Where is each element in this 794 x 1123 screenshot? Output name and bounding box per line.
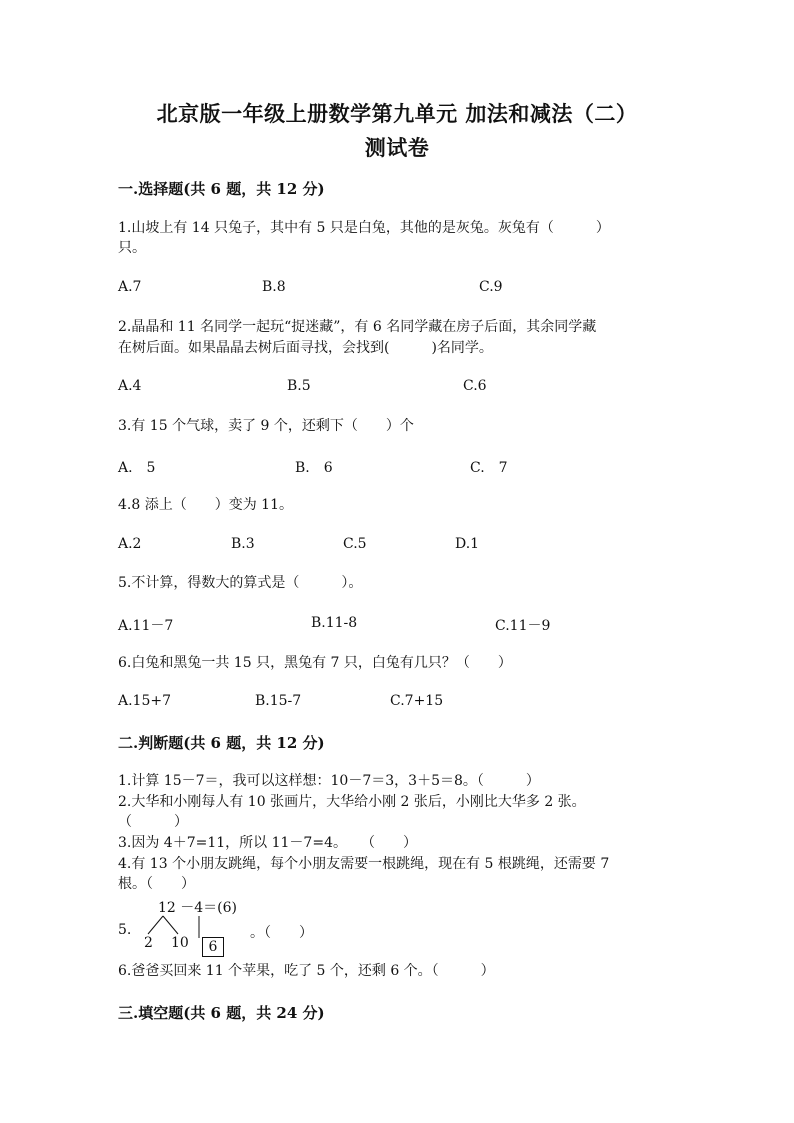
q6-text: 6.白兔和黑兔一共 15 只，黑兔有 7 只，白兔有几只？（ ） (118, 655, 512, 671)
judge-q5-answer-box: 6 (202, 937, 224, 957)
q6-option-c: C.7+15 (390, 693, 444, 709)
q2-option-b: B.5 (287, 378, 311, 394)
q4-option-c: C.5 (343, 536, 367, 552)
q5-text: 5.不计算，得数大的算式是（ ）。 (118, 575, 363, 591)
section-3-heading: 三.填空题(共 6 题，共 24 分) (118, 1004, 325, 1022)
judge-q5-split-left: 2 (144, 935, 153, 951)
q2-text-line2: 在树后面。如果晶晶去树后面寻找，会找到( )名同学。 (118, 340, 493, 356)
q4-option-b: B.3 (231, 536, 255, 552)
judge-q5-split-right: 10 (171, 935, 189, 951)
judge-q3: 3.因为 4＋7=11，所以 11－7=4。 （ ） (118, 835, 417, 851)
q4-option-a: A.2 (118, 536, 142, 552)
judge-q1: 1.计算 15－7＝，我可以这样想：10－7＝3，3＋5＝8。（ ） (118, 773, 540, 789)
section-2-heading: 二.判断题(共 6 题，共 12 分) (118, 734, 325, 752)
page-subtitle: 测试卷 (364, 135, 430, 160)
judge-q4-line1: 4.有 13 个小朋友跳绳，每个小朋友需要一根跳绳，现在有 5 根跳绳，还需要 7 (118, 856, 610, 872)
split-line-left (148, 916, 163, 934)
judge-q6: 6.爸爸买回来 11 个苹果，吃了 5 个，还剩 6 个。（ ） (118, 963, 495, 979)
q5-option-c: C.11－9 (495, 618, 551, 634)
judge-q2-line1: 2.大华和小刚每人有 10 张画片，大华给小刚 2 张后，小刚比大华多 2 张。 (118, 794, 586, 810)
q1-option-b: B.8 (262, 279, 286, 295)
q6-option-a: A.15+7 (118, 693, 172, 709)
q1-option-a: A.7 (118, 279, 142, 295)
q1-text-line1: 1.山坡上有 14 只兔子，其中有 5 只是白兔，其他的是灰兔。灰兔有（ ） (118, 220, 610, 236)
q4-text: 4.8 添上（ ）变为 11。 (118, 497, 293, 513)
judge-q5-number: 5. (118, 922, 132, 938)
q3-option-c: C. 7 (470, 460, 508, 476)
q3-option-a: A. 5 (118, 460, 156, 476)
split-line-right (163, 916, 178, 934)
q6-option-b: B.15-7 (255, 693, 302, 709)
q1-option-c: C.9 (479, 279, 503, 295)
q5-option-b: B.11-8 (311, 615, 358, 631)
judge-q5-tail: 。（ ） (250, 925, 313, 941)
q3-text: 3.有 15 个气球，卖了 9 个，还剩下（ ）个 (118, 418, 414, 434)
q2-option-c: C.6 (463, 378, 487, 394)
judge-q4-line2: 根。（ ） (118, 876, 195, 892)
section-1-heading: 一.选择题(共 6 题，共 12 分) (118, 180, 325, 198)
q1-text-line2: 只。 (118, 240, 146, 256)
q5-option-a: A.11－7 (118, 618, 174, 634)
judge-q5-equation: 12 －4＝(6) (158, 900, 238, 916)
q4-option-d: D.1 (455, 536, 480, 552)
judge-q2-line2: （ ） (118, 814, 188, 830)
q2-option-a: A.4 (118, 378, 142, 394)
q2-text-line1: 2.晶晶和 11 名同学一起玩“捉迷藏”，有 6 名同学藏在房子后面，其余同学藏 (118, 319, 597, 335)
q3-option-b: B. 6 (295, 460, 333, 476)
page-title: 北京版一年级上册数学第九单元 加法和减法（二） (156, 101, 638, 126)
